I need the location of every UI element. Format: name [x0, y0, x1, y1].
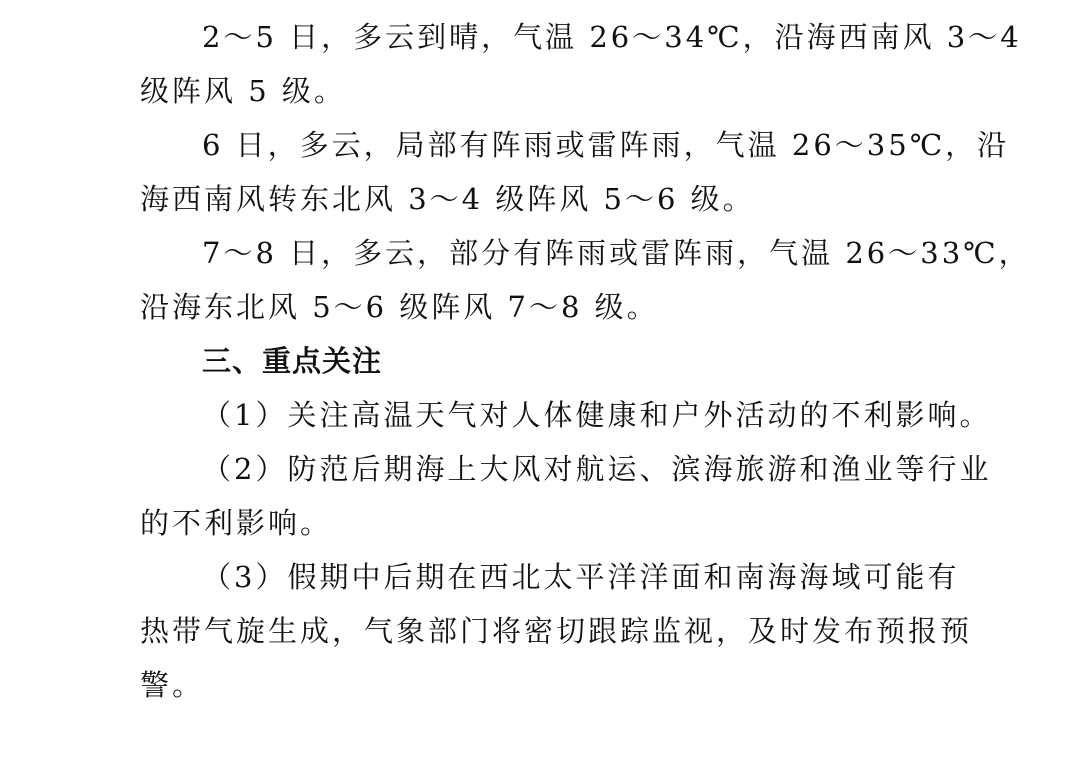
focus-item-1 — [140, 388, 992, 442]
focus-line: （1）关注高温天气对人体健康和户外活动的不利影响。 — [202, 398, 992, 432]
focus-line: 热带气旋生成，气象部门将密切跟踪监视，及时发布预报预 — [140, 614, 973, 648]
focus-item-2 — [140, 442, 992, 550]
section-heading: 三、重点关注 — [202, 344, 383, 378]
forecast-line: 沿海东北风 5～6 级阵风 7～8 级。 — [140, 290, 659, 324]
forecast-paragraph-1 — [140, 10, 1022, 118]
document-page — [140, 10, 1031, 712]
focus-line: （2）防范后期海上大风对航运、滨海旅游和渔业等行业 — [202, 452, 992, 486]
focus-item-3 — [140, 550, 973, 712]
forecast-paragraph-3 — [140, 226, 1031, 334]
forecast-line: 7～8 日，多云，部分有阵雨或雷阵雨，气温 26～33℃， — [202, 236, 1031, 270]
forecast-line: 海西南风转东北风 3～4 级阵风 5～6 级。 — [140, 182, 755, 216]
focus-line: （3）假期中后期在西北太平洋洋面和南海海域可能有 — [202, 560, 960, 594]
focus-line: 的不利影响。 — [140, 506, 333, 540]
focus-line: 警。 — [140, 668, 205, 702]
forecast-line: 级阵风 5 级。 — [140, 74, 346, 108]
forecast-line: 6 日，多云，局部有阵雨或雷阵雨，气温 26～35℃，沿 — [202, 128, 1010, 162]
forecast-paragraph-2 — [140, 118, 1010, 226]
forecast-line: 2～5 日，多云到晴，气温 26～34℃，沿海西南风 3～4 — [202, 20, 1022, 54]
